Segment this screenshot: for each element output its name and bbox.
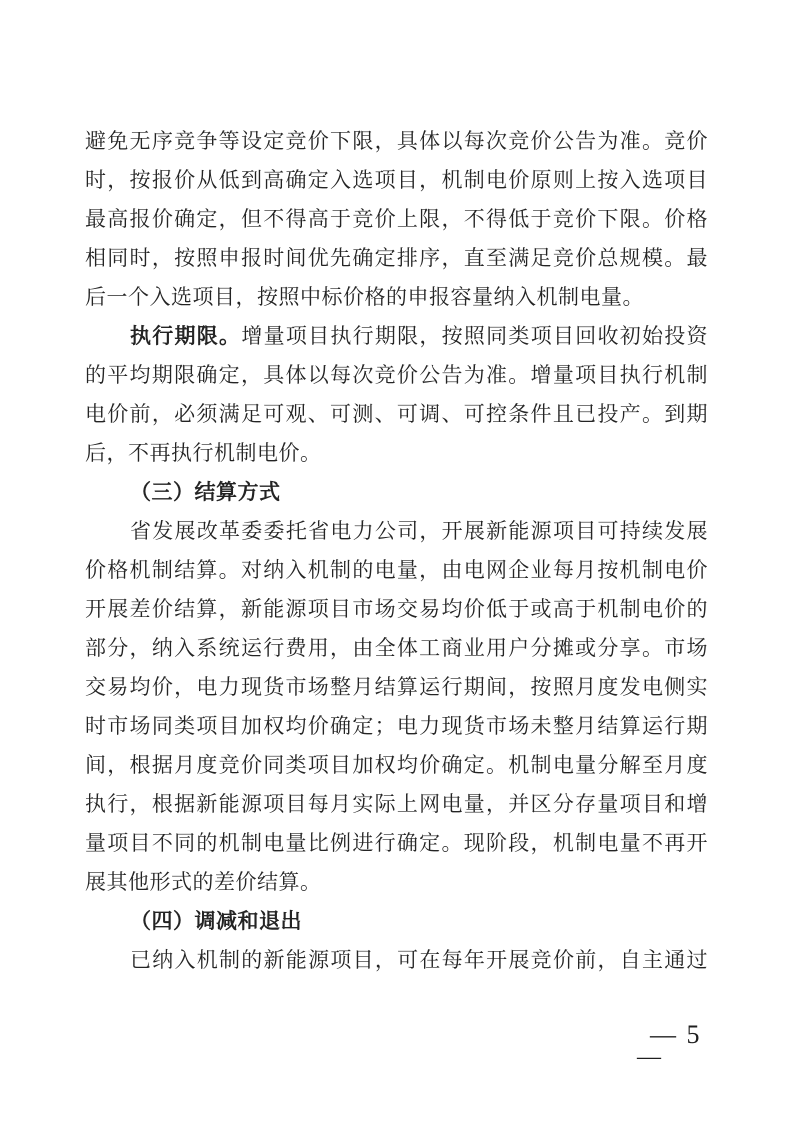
- text-line: 的平均期限确定，具体以每次竞价公告为准。增量项目执行机制: [85, 363, 708, 387]
- text-line: 价格机制结算。对纳入机制的电量，由电网企业每月按机制电价: [85, 558, 708, 582]
- text-line: [85, 317, 708, 356]
- bold-lead-term: 执行期限。: [130, 324, 242, 348]
- text-run: 增量项目执行期限，按照同类项目回收初始投资: [241, 324, 708, 348]
- text-line: 省发展改革委委托省电力公司，开展新能源项目可持续发展: [130, 519, 708, 543]
- text-line: 后，不再执行机制电价。: [85, 441, 322, 465]
- footer-dash: —: [637, 1044, 661, 1070]
- text-line: 开展差价结算，新能源项目市场交易均价低于或高于机制电价的: [85, 597, 708, 621]
- section-heading-adjustment: （四）调减和退出: [130, 909, 302, 933]
- text-line: 间，根据月度竞价同类项目加权均价确定。机制电量分解至月度: [85, 753, 708, 777]
- text-line: 避免无序竞争等设定竞价下限，具体以每次竞价公告为准。竞价: [85, 129, 708, 153]
- page-number: — 5: [650, 1020, 702, 1049]
- document-body: [85, 122, 708, 980]
- text-line: 最高报价确定，但不得高于竞价上限，不得低于竞价下限。价格: [85, 207, 708, 231]
- text-line: 交易均价，电力现货市场整月结算运行期间，按照月度发电侧实: [85, 675, 708, 699]
- text-line: 量项目不同的机制电量比例进行确定。现阶段，机制电量不再开: [85, 831, 708, 855]
- text-line: 相同时，按照申报时间优先确定排序，直至满足竞价总规模。最: [85, 246, 708, 270]
- text-line: 后一个入选项目，按照中标价格的申报容量纳入机制电量。: [85, 285, 644, 309]
- text-line: 时，按报价从低到高确定入选项目，机制电价原则上按入选项目: [85, 168, 708, 192]
- section-heading-settlement: （三）结算方式: [130, 480, 281, 504]
- text-line: 部分，纳入系统运行费用，由全体工商业用户分摊或分享。市场: [85, 636, 708, 660]
- text-line: 电价前，必须满足可观、可测、可调、可控条件且已投产。到期: [85, 402, 708, 426]
- text-line: 展其他形式的差价结算。: [85, 870, 322, 894]
- text-line: 时市场同类项目加权均价确定；电力现货市场未整月结算运行期: [85, 714, 708, 738]
- text-line: 执行，根据新能源项目每月实际上网电量，并区分存量项目和增: [85, 792, 708, 816]
- text-line: 已纳入机制的新能源项目，可在每年开展竞价前，自主通过: [130, 948, 708, 972]
